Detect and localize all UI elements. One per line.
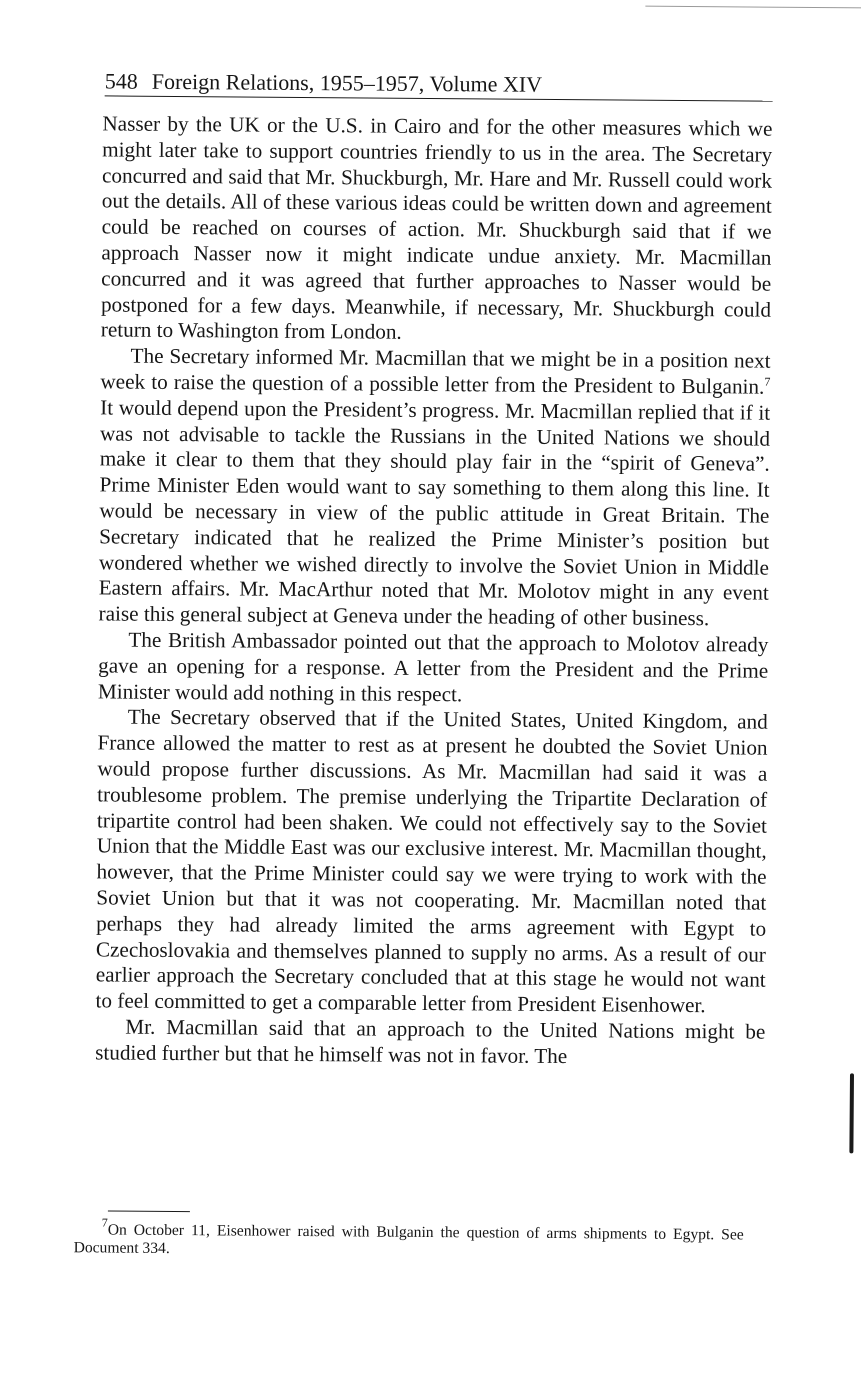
paragraph-secretary-observed: The Secretary observed that if the United States, United Kingdom, and France allowed the matter to rest as at present he doubted the Soviet Union would propose further discussions. As Mr. Macmillan had said it was a troublesome problem. The premise underlying the Tripartite Declaration of tripartite control had been shaken. We could not effectively say to the Soviet Union that the Middle East was our exclusive interest. Mr. Macmillan thought, however, that the Prime Minister could say we were trying to work with the Soviet Union but that it was not cooperating. Mr. Macmillan noted that perhaps they had already limited the arms agreement with Egypt to Czechoslovakia and themselves planned to supply no arms. As a result of our earlier approach the Secretary concluded that at this stage he would not want to feel committed to get a comparable letter from President Eisenhower. (95, 704, 768, 1018)
running-header (105, 67, 773, 101)
publication-title: Foreign Relations, 1955–1957, Volume XIV (151, 68, 543, 97)
footnote-reference: 7 (764, 374, 771, 389)
footnote-text: On October 11, Eisenhower raised with Bulganin the question of arms shipments to Egypt. See Document 334. (73, 1221, 744, 1257)
footnote-marker: 7 (101, 1215, 108, 1230)
page-number: 548 (104, 68, 138, 94)
paragraph-british-ambassador: The British Ambassador pointed out that the approach to Molotov already gave an opening for a response. A letter from the President and the Prime Minister would add nothing in this respect. (97, 627, 769, 706)
paragraph-text: The Secretary informed Mr. Macmillan that we might be in a position next week to raise the question of a possible letter from the President to Bulganin. (100, 343, 771, 399)
scan-edge-line (645, 6, 861, 9)
body-text (95, 111, 772, 1071)
footnote-divider (108, 1210, 190, 1212)
paragraph-continued: Nasser by the UK or the U.S. in Cairo and for the other measures which we might later take to support countries friendly to us in the area. The Secretary concurred and said that Mr. Shuckburgh, Mr. Hare and Mr. Russell could work out the details. All of these various ideas could be written down and agreement could be reached on courses of action. Mr. Shuckburgh said that if we approach Nasser now it might indicate undue anxiety. Mr. Macmillan concurred and it was agreed that further approaches to Nasser would be postponed for a few days. Meanwhile, if necessary, Mr. Shuckburgh could return to Washington from London. (100, 111, 773, 345)
footnote (73, 1215, 744, 1262)
paragraph-united-nations: Mr. Macmillan said that an approach to the United Nations might be studied further but that he himself was not in favor. The (95, 1014, 766, 1068)
scan-edge-mark (849, 1073, 854, 1153)
paragraph-text: It would depend upon the President’s progress. Mr. Macmillan replied that if it was not advisable to tackle the Russians in the United Nations we should make it clear to them that they should play fair in the “spirit of Geneva”. Prime Minister Eden would want to say something to them along this line. It would be necessary in view of the public attitude in Great Britain. The Secretary indicated that he realized the Prime Minister’s position but wondered whether we wished directly to involve the Soviet Union in Middle Eastern affairs. Mr. MacArthur noted that Mr. Molotov might in any event raise this general subject at Geneva under the heading of other business. (98, 395, 771, 631)
paragraph-bulganin-letter (98, 344, 770, 633)
